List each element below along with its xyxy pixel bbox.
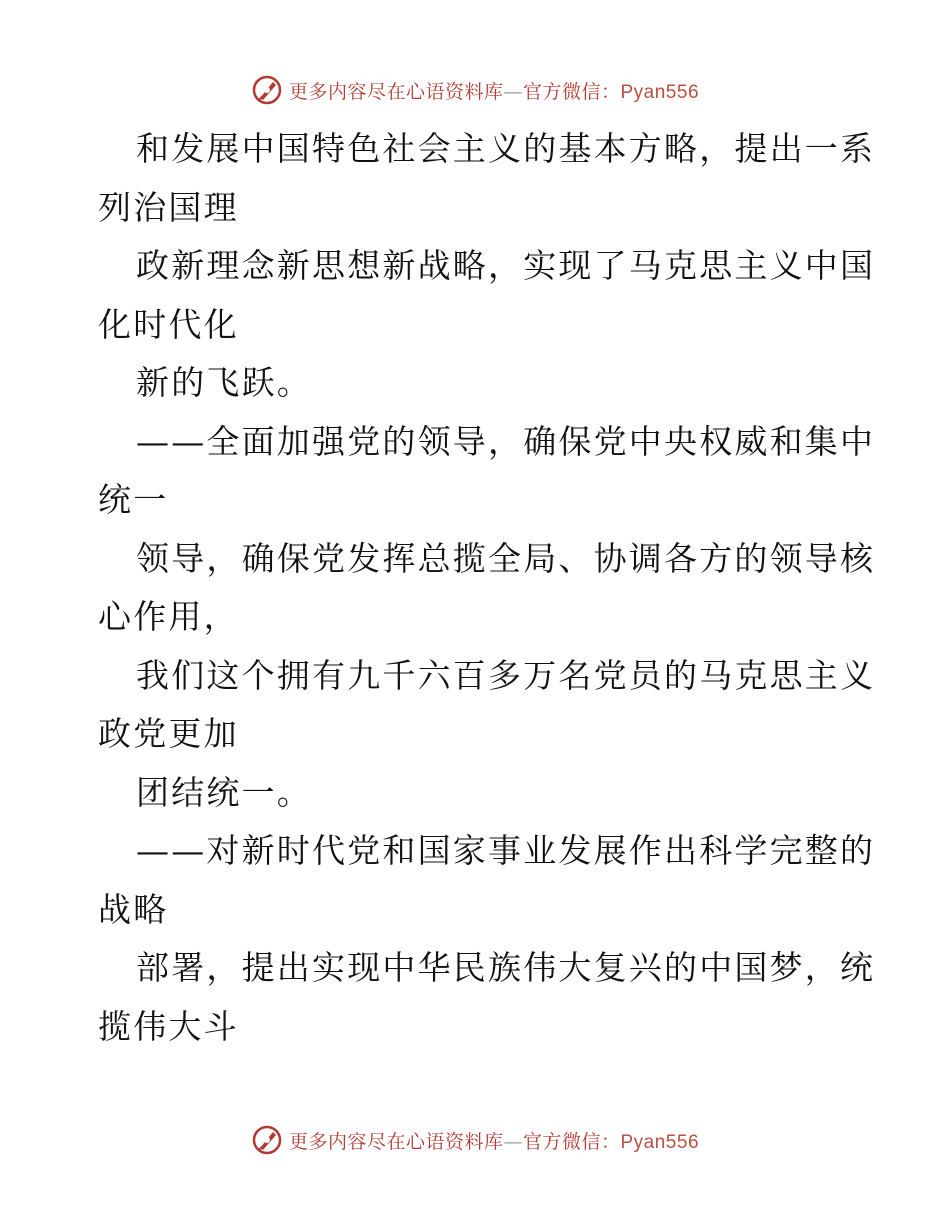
header-banner (0, 70, 950, 110)
body-line: 领导，确保党发挥总揽全局、协调各方的领导核 (136, 538, 876, 578)
body-line: 政党更加 (98, 714, 239, 753)
body-line: 部署，提出实现中华民族伟大复兴的中国梦，统 (136, 948, 876, 987)
document-body (98, 120, 876, 1056)
body-line: 心作用， (98, 597, 239, 636)
body-line: 和发展中国特色社会主义的基本方略，提出一系 (136, 129, 876, 168)
body-line: 我们这个拥有九千六百多万名党员的马克思主义 (136, 655, 876, 695)
quill-pen-logo-icon (251, 74, 283, 106)
footer-banner (0, 1120, 950, 1160)
quill-pen-logo-icon (251, 1124, 283, 1156)
body-line: 列治国理 (98, 187, 239, 227)
header-banner-text: 更多内容尽在心语资料库—官方微信：Pyan556 (288, 80, 700, 103)
body-line: ——对新时代党和国家事业发展作出科学完整的 (136, 831, 876, 870)
body-line: 新的飞跃。 (136, 363, 312, 402)
body-line: 战略 (98, 889, 169, 929)
body-line: 化时代化 (98, 304, 239, 344)
body-line: 统一 (98, 480, 169, 519)
body-line: 政新理念新思想新战略，实现了马克思主义中国 (136, 246, 876, 285)
body-line: 揽伟大斗 (98, 1006, 239, 1046)
body-line: ——全面加强党的领导，确保党中央权威和集中 (136, 421, 876, 461)
footer-banner-text: 更多内容尽在心语资料库—官方微信：Pyan556 (288, 1130, 700, 1153)
body-line: 团结统一。 (136, 772, 312, 812)
